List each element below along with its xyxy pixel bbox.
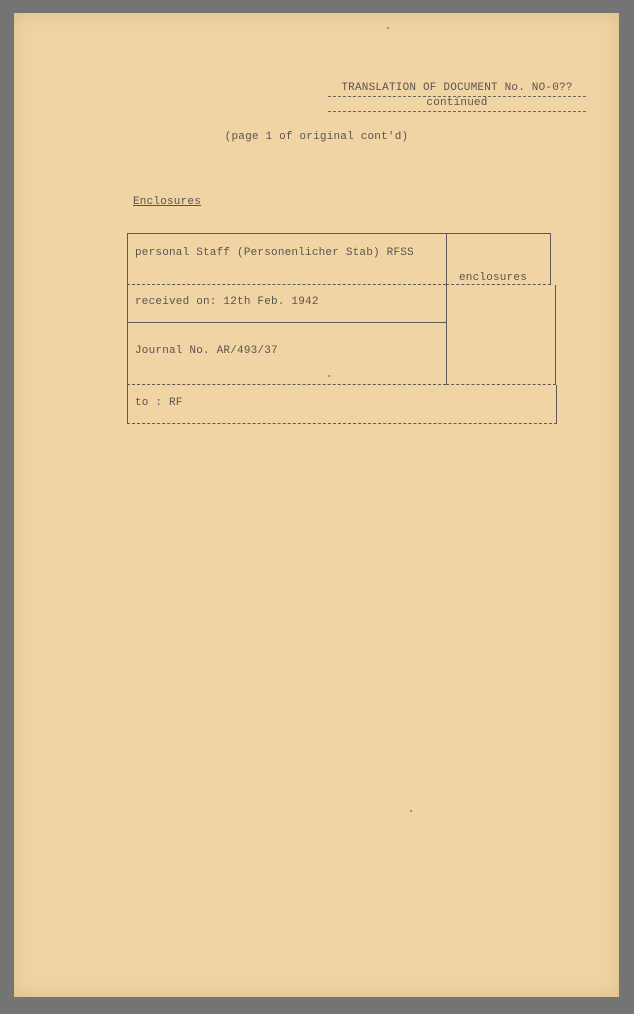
form-enclosures-label: enclosures [446, 233, 551, 285]
enclosures-heading: Enclosures [133, 196, 202, 208]
header-title: TRANSLATION OF DOCUMENT No. NO-0?? [328, 82, 586, 97]
paper-speck [328, 375, 330, 377]
document-header [328, 82, 586, 112]
paper-speck [387, 27, 389, 29]
document-page [14, 13, 619, 997]
paper-speck [410, 810, 412, 812]
form-received-cell: received on: 12th Feb. 1942 [127, 285, 446, 323]
form-enclosures-box [446, 285, 556, 385]
form-to-cell: to : RF [127, 385, 557, 424]
header-continued: continued [328, 97, 586, 112]
form-journal-cell: Journal No. AR/493/37 [127, 323, 446, 385]
form-staff-cell: personal Staff (Personenlicher Stab) RFSS [127, 233, 446, 285]
routing-form [127, 233, 557, 425]
page-note: (page 1 of original cont'd) [224, 131, 409, 143]
